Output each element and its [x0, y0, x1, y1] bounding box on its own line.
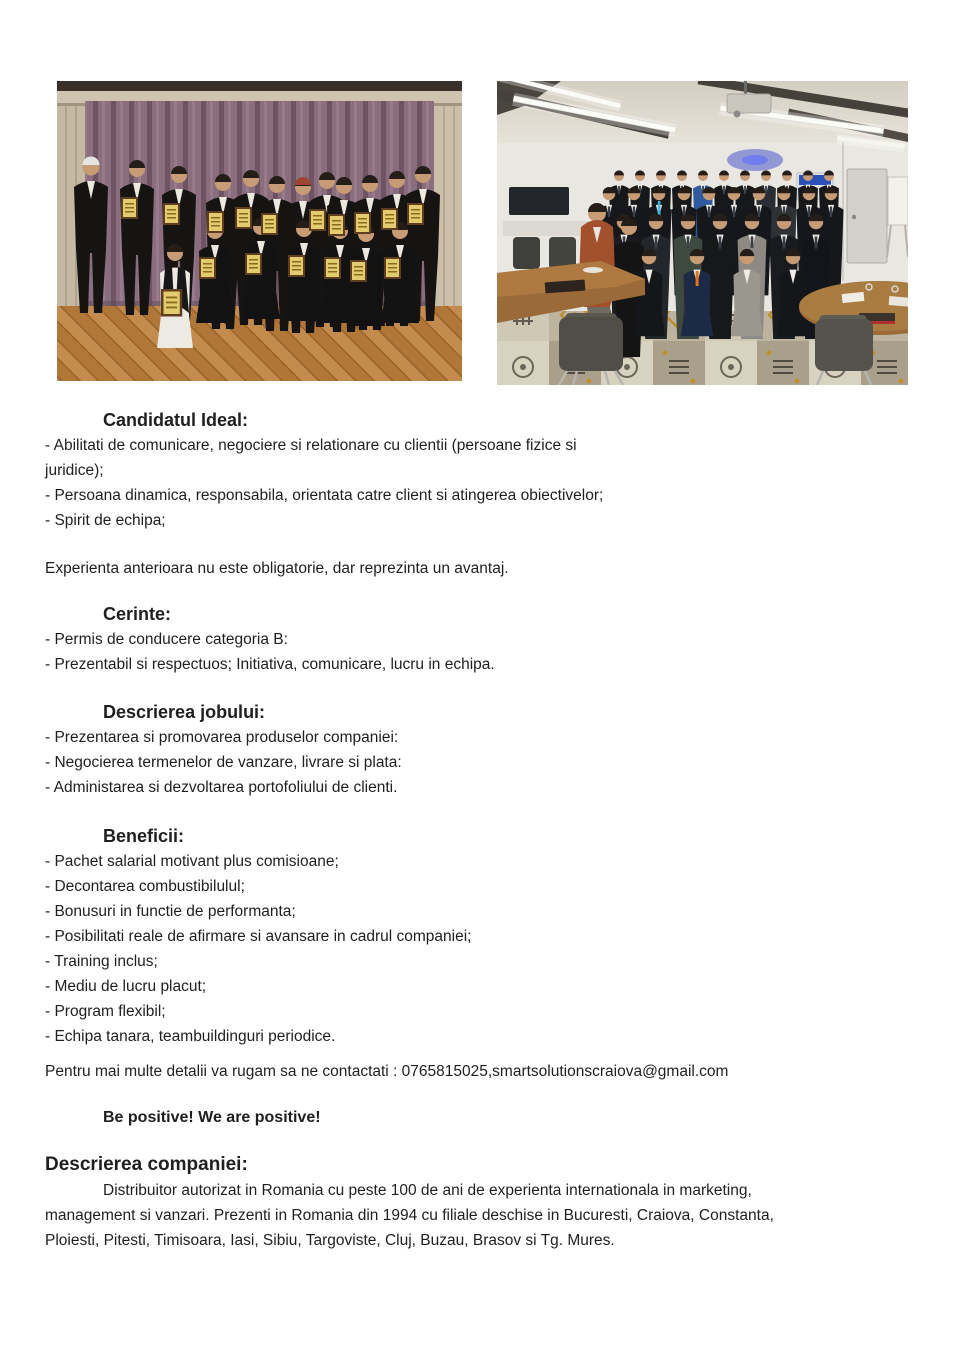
- cyan-tie: [658, 201, 661, 216]
- benefit-bullet-3: - Bonusuri in functie de performanta;: [45, 903, 296, 920]
- benefit-bullet-1: - Pachet salarial motivant plus comisioane;: [45, 853, 339, 870]
- job-bullet-1: - Prezentarea si promovarea produselor companiei:: [45, 729, 399, 746]
- company-paragraph-line-2: management si vanzari. Prezenti in Romania din 1994 cu filiale deschise in Bucuresti, Craiova, Constanta,: [45, 1207, 774, 1224]
- photo-row: [57, 81, 908, 385]
- experience-note: Experienta anterioara nu este obligatorie, dar reprezinta un avantaj.: [45, 560, 509, 577]
- requirement-bullet-1: - Permis de conducere categoria B:: [45, 631, 288, 648]
- benefit-bullet-6: - Mediu de lucru placut;: [45, 978, 207, 995]
- benefit-bullet-8: - Echipa tanara, teambuildinguri periodice.: [45, 1028, 336, 1045]
- section-heading-candidate: Candidatul Ideal:: [103, 410, 249, 430]
- photo-team-meeting: [497, 81, 908, 385]
- orange-tie: [696, 271, 699, 286]
- candidate-bullet-1: - Abilitati de comunicare, negociere si relationare cu clientii (persoane fizice si: [45, 437, 577, 454]
- meeting-photo-graphic: [497, 81, 908, 385]
- slogan-line: Be positive! We are positive!: [103, 1109, 321, 1126]
- section-heading-job: Descrierea jobului:: [103, 702, 266, 722]
- awards-photo-graphic: [57, 81, 462, 381]
- benefit-bullet-4: - Posibilitati reale de afirmare si avansare in cadrul companiei;: [45, 928, 472, 945]
- section-heading-requirements: Cerinte:: [103, 604, 172, 624]
- benefit-bullet-2: - Decontarea combustibilulul;: [45, 878, 245, 895]
- candidate-bullet-3: - Spirit de echipa;: [45, 512, 166, 529]
- section-heading-benefits: Beneficii:: [103, 826, 185, 846]
- contact-line: Pentru mai multe detalii va rugam sa ne contactati : 0765815025,smartsolutionscraiova@gmail.com: [45, 1063, 729, 1080]
- job-bullet-2: - Negocierea termenelor de vanzare, livrare si plata:: [45, 754, 402, 771]
- benefit-bullet-7: - Program flexibil;: [45, 1003, 166, 1020]
- company-paragraph-line-3: Ploiesti, Pitesti, Timisoara, Iasi, Sibiu, Targoviste, Cluj, Buzau, Brasov si Tg. Mures.: [45, 1232, 615, 1249]
- photo-awards-ceremony: [57, 81, 462, 381]
- company-paragraph-line-1: Distribuitor autorizat in Romania cu peste 100 de ani de experienta internationala in marketing,: [103, 1182, 752, 1199]
- candidate-bullet-2: - Persoana dinamica, responsabila, orientata catre client si atingerea obiectivelor;: [45, 487, 604, 504]
- job-description-content: [45, 385, 925, 1253]
- requirement-bullet-2: - Prezentabil si respectuos; Initiativa, comunicare, lucru in echipa.: [45, 656, 495, 673]
- door: [847, 169, 887, 263]
- candidate-bullet-1-cont: juridice);: [45, 462, 104, 479]
- job-bullet-3: - Administarea si dezvoltarea portofoliului de clienti.: [45, 779, 398, 796]
- benefit-bullet-5: - Training inclus;: [45, 953, 158, 970]
- section-heading-company: Descrierea companiei:: [45, 1154, 248, 1175]
